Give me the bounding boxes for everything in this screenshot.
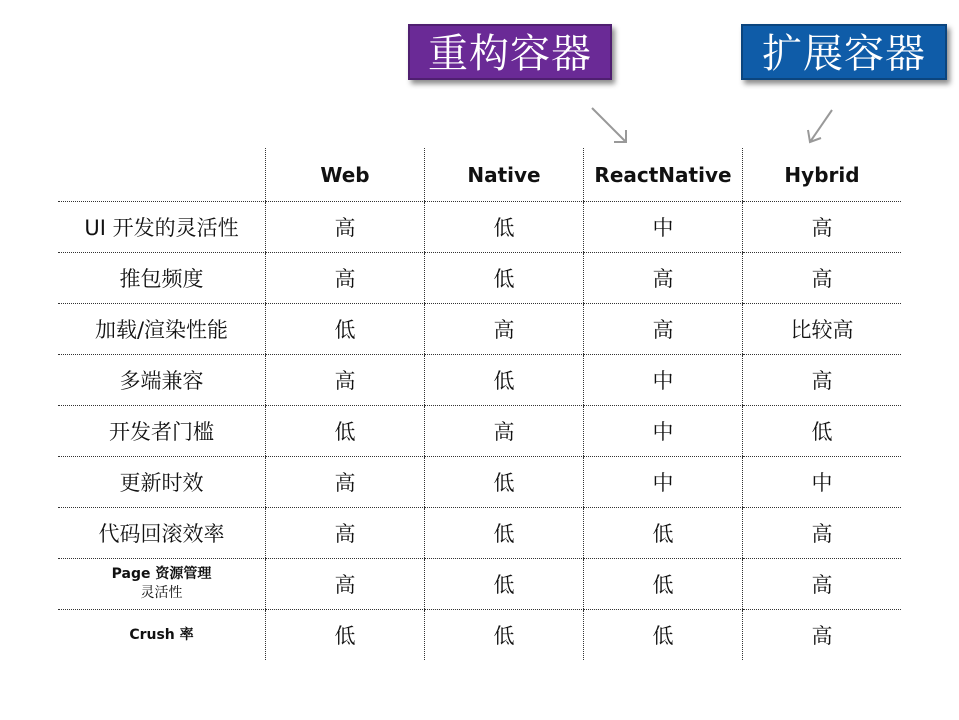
row-label-line1: Page 资源管理 <box>111 566 212 582</box>
table-row <box>58 202 901 253</box>
arrow-to-hybrid-icon <box>802 106 838 148</box>
table-cell: 高 <box>743 355 902 406</box>
extend-container-tag: 扩展容器 <box>741 24 947 80</box>
column-header-reactnative: ReactNative <box>584 148 743 202</box>
row-label: 代码回滚效率 <box>58 508 266 559</box>
table-cell: 低 <box>743 406 902 457</box>
table-cell: 低 <box>266 304 425 355</box>
table-cell: 高 <box>266 559 425 610</box>
table-cell: 高 <box>584 253 743 304</box>
arrow-to-reactnative-icon <box>588 104 634 150</box>
table-cell: 高 <box>266 202 425 253</box>
table-cell: 高 <box>743 508 902 559</box>
column-header-web: Web <box>266 148 425 202</box>
table-cell: 中 <box>584 406 743 457</box>
table-cell: 高 <box>266 457 425 508</box>
table-cell: 低 <box>425 355 584 406</box>
table-cell: 高 <box>425 304 584 355</box>
table-row <box>58 559 901 610</box>
row-label-line2: 灵活性 <box>140 585 183 601</box>
table-cell: 中 <box>584 355 743 406</box>
row-label: 开发者门槛 <box>58 406 266 457</box>
table-cell: 低 <box>584 559 743 610</box>
row-label: 推包频度 <box>58 253 266 304</box>
table-row <box>58 253 901 304</box>
table-header-row <box>58 148 901 202</box>
table-cell: 低 <box>584 610 743 661</box>
table-row <box>58 610 901 661</box>
table-cell: 比较高 <box>743 304 902 355</box>
table-cell: 高 <box>743 559 902 610</box>
row-label <box>58 559 266 610</box>
table-cell: 低 <box>584 508 743 559</box>
table-row <box>58 457 901 508</box>
table-cell: 低 <box>425 559 584 610</box>
table-cell: 低 <box>425 508 584 559</box>
table-cell: 高 <box>266 355 425 406</box>
restructure-container-tag: 重构容器 <box>408 24 612 80</box>
table-row <box>58 304 901 355</box>
row-label <box>58 610 266 661</box>
row-label: 更新时效 <box>58 457 266 508</box>
row-label: 多端兼容 <box>58 355 266 406</box>
table-cell: 低 <box>425 202 584 253</box>
table-row <box>58 406 901 457</box>
table-row <box>58 355 901 406</box>
table-cell: 中 <box>743 457 902 508</box>
table-cell: 中 <box>584 202 743 253</box>
table-cell: 低 <box>425 457 584 508</box>
table-cell: 高 <box>266 508 425 559</box>
table-cell: 低 <box>425 610 584 661</box>
column-header-hybrid: Hybrid <box>743 148 902 202</box>
row-label: UI 开发的灵活性 <box>58 202 266 253</box>
table-cell: 高 <box>743 610 902 661</box>
table-cell: 低 <box>266 610 425 661</box>
column-header-native: Native <box>425 148 584 202</box>
comparison-table <box>58 148 901 660</box>
table-cell: 高 <box>743 202 902 253</box>
row-label-text: Crush 率 <box>129 626 194 643</box>
table-cell: 低 <box>266 406 425 457</box>
row-label: 加载/渲染性能 <box>58 304 266 355</box>
table-cell: 低 <box>425 253 584 304</box>
table-cell: 中 <box>584 457 743 508</box>
table-cell: 高 <box>425 406 584 457</box>
table-cell: 高 <box>584 304 743 355</box>
table-cell: 高 <box>266 253 425 304</box>
table-row <box>58 508 901 559</box>
table-cell: 高 <box>743 253 902 304</box>
corner-header-cell <box>58 148 266 202</box>
